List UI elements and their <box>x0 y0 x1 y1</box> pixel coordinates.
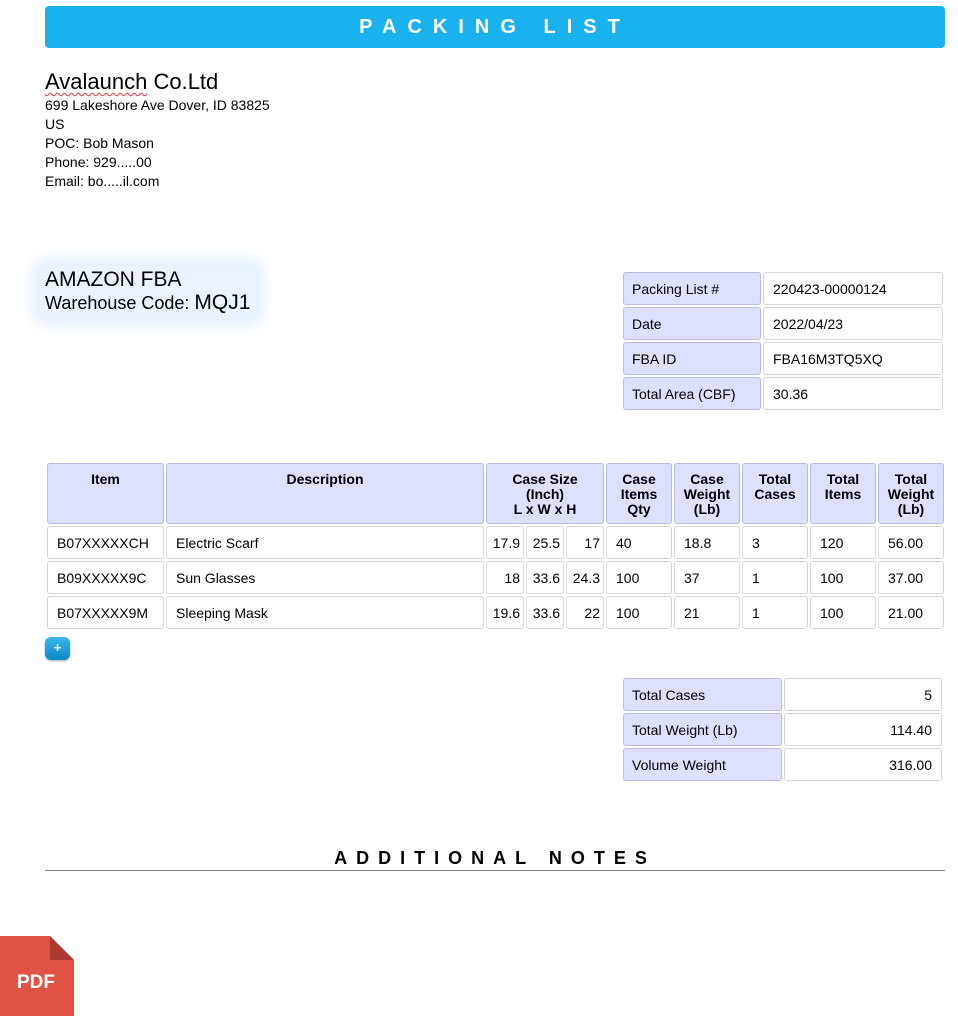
total-weight-cell[interactable]: 37.00 <box>878 561 944 594</box>
total-items-cell[interactable]: 100 <box>810 596 876 629</box>
notes-divider <box>45 870 945 871</box>
company-country: US <box>45 116 65 132</box>
company-name: Avalaunch Co.Ltd <box>45 69 219 94</box>
column-header-item: Item <box>47 463 164 524</box>
case-items-qty-cell[interactable]: 100 <box>606 561 672 594</box>
pdf-file-icon[interactable] <box>0 936 74 1016</box>
length-cell[interactable]: 17.9 <box>486 526 524 559</box>
warehouse-code: Warehouse Code: MQJ1 <box>45 291 251 314</box>
company-phone: Phone: 929.....00 <box>45 154 152 170</box>
height-cell[interactable]: 17 <box>566 526 604 559</box>
height-cell[interactable]: 22 <box>566 596 604 629</box>
company-poc: POC: Bob Mason <box>45 135 154 151</box>
table-row <box>47 596 944 629</box>
meta-label: FBA ID <box>623 342 761 375</box>
case-weight-cell[interactable]: 37 <box>674 561 740 594</box>
company-address: 699 Lakeshore Ave Dover, ID 83825 <box>45 97 270 113</box>
width-cell[interactable]: 33.6 <box>526 596 564 629</box>
description-cell[interactable]: Sun Glasses <box>166 561 484 594</box>
fba-id-field[interactable]: FBA16M3TQ5XQ <box>763 342 943 375</box>
destination-name: AMAZON FBA <box>45 268 182 291</box>
date-field[interactable]: 2022/04/23 <box>763 307 943 340</box>
description-cell[interactable]: Sleeping Mask <box>166 596 484 629</box>
totals-label: Total Weight (Lb) <box>623 713 782 746</box>
width-cell[interactable]: 25.5 <box>526 526 564 559</box>
length-cell[interactable]: 18 <box>486 561 524 594</box>
meta-label: Date <box>623 307 761 340</box>
meta-row-fba-id <box>622 341 944 376</box>
total-weight-cell[interactable]: 21.00 <box>878 596 944 629</box>
case-weight-cell[interactable]: 21 <box>674 596 740 629</box>
totals-summary <box>622 677 943 782</box>
column-header-description: Description <box>166 463 484 524</box>
meta-row-packing-list-number <box>622 271 944 306</box>
pdf-file-fold <box>50 936 74 960</box>
packing-list-meta <box>622 271 944 411</box>
total-items-cell[interactable]: 120 <box>810 526 876 559</box>
item-cell[interactable]: B09XXXXX9C <box>47 561 164 594</box>
case-weight-cell[interactable]: 18.8 <box>674 526 740 559</box>
column-header-total-cases: Total Cases <box>742 463 808 524</box>
total-cases-value: 5 <box>784 678 942 711</box>
total-weight-cell[interactable]: 56.00 <box>878 526 944 559</box>
company-email: Email: bo.....il.com <box>45 173 160 189</box>
column-header-total-items: Total Items <box>810 463 876 524</box>
page-title: PACKING LIST <box>45 6 945 48</box>
column-header-case-weight: Case Weight (Lb) <box>674 463 740 524</box>
column-header-total-weight: Total Weight (Lb) <box>878 463 944 524</box>
meta-label: Total Area (CBF) <box>623 377 761 410</box>
total-cases-cell[interactable]: 1 <box>742 596 808 629</box>
meta-row-total-area <box>622 376 944 411</box>
meta-label: Packing List # <box>623 272 761 305</box>
total-weight-value: 114.40 <box>784 713 942 746</box>
description-cell[interactable]: Electric Scarf <box>166 526 484 559</box>
pdf-label: PDF <box>17 972 55 993</box>
table-header-row <box>47 463 944 524</box>
column-header-case-items-qty: Case Items Qty <box>606 463 672 524</box>
items-table <box>45 461 946 631</box>
total-cases-cell[interactable]: 3 <box>742 526 808 559</box>
item-cell[interactable]: B07XXXXXCH <box>47 526 164 559</box>
length-cell[interactable]: 19.6 <box>486 596 524 629</box>
column-header-case-size: Case Size (Inch) L x W x H <box>486 463 604 524</box>
packing-list-number-field[interactable]: 220423-00000124 <box>763 272 943 305</box>
height-cell[interactable]: 24.3 <box>566 561 604 594</box>
table-row <box>47 526 944 559</box>
table-row <box>47 561 944 594</box>
totals-label: Total Cases <box>623 678 782 711</box>
volume-weight-value: 316.00 <box>784 748 942 781</box>
totals-label: Volume Weight <box>623 748 782 781</box>
totals-row-volume-weight <box>622 747 943 782</box>
meta-row-date <box>622 306 944 341</box>
total-items-cell[interactable]: 100 <box>810 561 876 594</box>
additional-notes-heading: ADDITIONAL NOTES <box>334 848 656 868</box>
total-area-field[interactable]: 30.36 <box>763 377 943 410</box>
add-row-button[interactable]: + <box>45 637 70 660</box>
total-cases-cell[interactable]: 1 <box>742 561 808 594</box>
destination-block[interactable] <box>40 266 256 318</box>
totals-row-cases <box>622 677 943 712</box>
case-items-qty-cell[interactable]: 40 <box>606 526 672 559</box>
sender-block <box>45 68 270 191</box>
item-cell[interactable]: B07XXXXX9M <box>47 596 164 629</box>
totals-row-weight <box>622 712 943 747</box>
case-items-qty-cell[interactable]: 100 <box>606 596 672 629</box>
width-cell[interactable]: 33.6 <box>526 561 564 594</box>
